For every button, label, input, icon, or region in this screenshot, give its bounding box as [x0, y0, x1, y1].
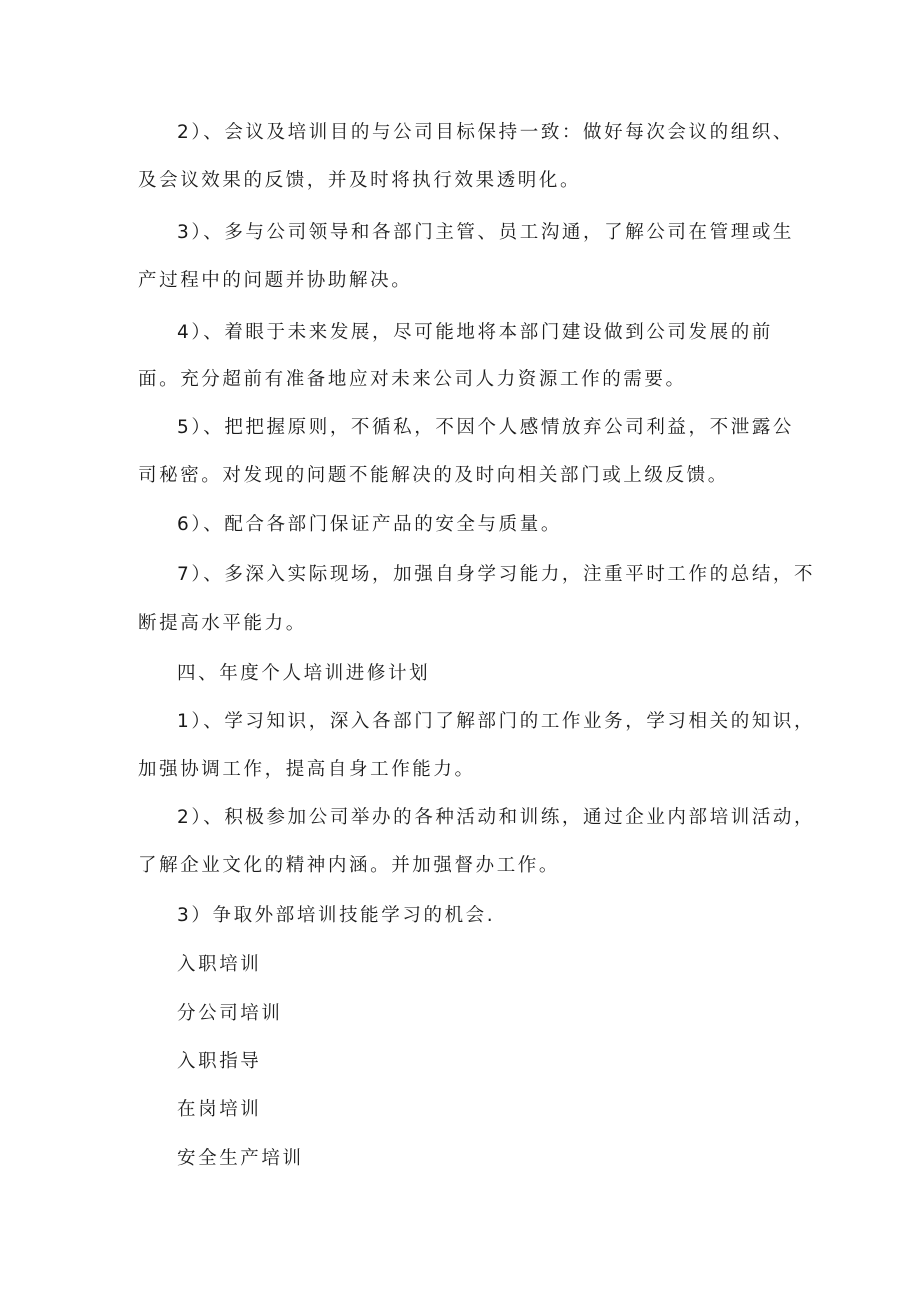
list-item: 安全生产培训: [177, 1148, 304, 1169]
paragraph-line: 加强协调工作，提高自身工作能力。: [138, 759, 476, 780]
paragraph-line: 7）、多深入实际现场，加强自身学习能力，注重平时工作的总结，不: [177, 564, 816, 585]
list-item: 在岗培训: [177, 1099, 262, 1120]
paragraph-line: 2）、积极参加公司举办的各种活动和训练，通过企业内部培训活动，: [177, 807, 816, 828]
paragraph-line: 6）、配合各部门保证产品的安全与质量。: [177, 514, 562, 535]
paragraph-line: 及会议效果的反馈，并及时将执行效果透明化。: [138, 170, 582, 191]
paragraph-line: 4）、着眼于未来发展，尽可能地将本部门建设做到公司发展的前: [177, 322, 773, 343]
list-item: 分公司培训: [177, 1003, 283, 1024]
paragraph-line: 面。充分超前有准备地应对未来公司人力资源工作的需要。: [138, 369, 687, 390]
section-heading: 四、年度个人培训进修计划: [177, 663, 431, 684]
paragraph-line: 2）、会议及培训目的与公司目标保持一致：做好每次会议的组织、: [177, 122, 795, 143]
paragraph-line: 5）、把把握原则，不循私，不因个人感情放弃公司利益，不泄露公: [177, 417, 795, 438]
paragraph-line: 3）争取外部培训技能学习的机会.: [177, 905, 496, 926]
paragraph-line: 断提高水平能力。: [138, 613, 307, 634]
paragraph-line: 产过程中的问题并协助解决。: [138, 270, 413, 291]
paragraph-line: 1）、学习知识，深入各部门了解部门的工作业务，学习相关的知识，: [177, 711, 816, 732]
list-item: 入职指导: [177, 1051, 262, 1072]
paragraph-line: 了解企业文化的精神内涵。并加强督办工作。: [138, 855, 561, 876]
list-item: 入职培训: [177, 954, 262, 975]
paragraph-line: 3）、多与公司领导和各部门主管、员工沟通，了解公司在管理或生: [177, 222, 795, 243]
paragraph-line: 司秘密。对发现的问题不能解决的及时向相关部门或上级反馈。: [138, 465, 729, 486]
